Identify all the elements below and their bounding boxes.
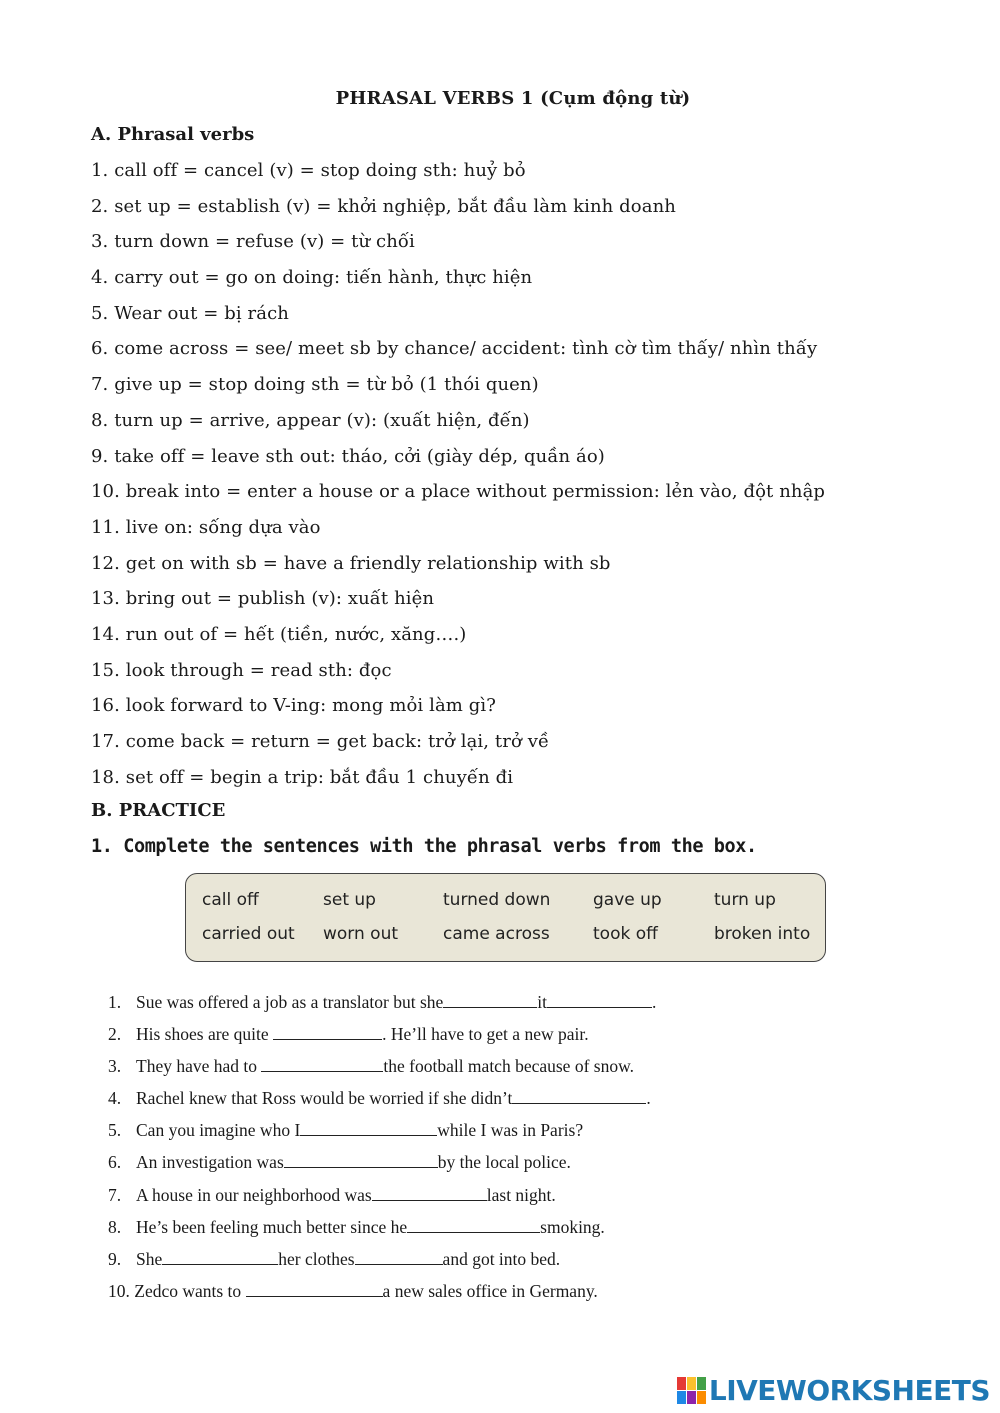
exercise-text: while I was in Paris? [437,1120,584,1141]
exercise-number: 7. [108,1184,122,1205]
list-item: 15. look through = read sth: đọc [91,659,392,681]
answer-blank[interactable] [372,1182,487,1201]
exercise-item [108,1114,656,1146]
list-item: 17. come back = return = get back: trở lại, trở về [91,731,550,752]
list-item: 5. Wear out = bị rách [91,302,289,324]
word-box-item: carried out [202,924,295,944]
exercise-item [108,1146,656,1178]
word-box [185,873,826,962]
exercise-number: 5. [108,1120,122,1141]
exercise-text: She [136,1248,163,1269]
word-box-item: call off [202,890,259,910]
exercise-text: a new sales office in Germany. [382,1280,598,1301]
exercise-text: Zedco wants to [134,1280,246,1301]
word-box-item: gave up [593,890,662,910]
exercise-item [108,1275,656,1307]
exercise-item [108,1211,656,1243]
exercise-number: 2. [108,1024,122,1045]
exercise-text: Sue was offered a job as a translator but she [136,992,444,1012]
answer-blank[interactable] [261,1053,383,1072]
logo-tile [697,1377,706,1390]
exercise-text: the football match because of snow. [383,1056,634,1077]
exercise-item [108,1018,656,1050]
list-item: 16. look forward to V-ing: mong mỏi làm gì? [91,695,497,717]
exercise-list [108,986,656,1307]
exercise-text: smoking. [540,1216,605,1237]
answer-blank[interactable] [355,1246,443,1265]
answer-blank[interactable] [162,1246,278,1265]
list-item: 10. break into = enter a house or a place without permission: lẻn vào, đột nhập [91,481,826,503]
exercise-number: 8. [108,1216,122,1237]
exercise-text: A house in our neighborhood was [136,1184,372,1205]
list-item: 18. set off = begin a trip: bắt đầu 1 chuyến đi [91,766,514,788]
exercise-text: Rachel knew that Ross would be worried if she didn’t [136,1088,513,1109]
word-box-item: broken into [714,924,811,944]
exercise-text: Can you imagine who I [136,1120,301,1141]
exercise-text: His shoes are quite [136,1024,274,1045]
word-box-item: took off [593,924,658,944]
list-item: 1. call off = cancel (v) = stop doing sth: huỷ bỏ [91,160,526,181]
exercise-item [108,986,656,1018]
page-title: PHRASAL VERBS 1 (Cụm động từ) [335,88,691,109]
answer-blank[interactable] [407,1214,540,1233]
exercise-item [108,1082,656,1114]
answer-blank[interactable] [300,1117,437,1136]
liveworksheets-logo-icon [677,1377,706,1404]
exercise-text: last night. [486,1184,556,1205]
list-item: 11. live on: sống dựa vào [91,516,321,538]
answer-blank[interactable] [273,1021,382,1040]
logo-tile [687,1377,696,1390]
exercise-item [108,1179,656,1211]
exercise-item [108,1243,656,1275]
word-box-item: set up [323,890,376,910]
answer-blank[interactable] [284,1149,438,1168]
list-item: 9. take off = leave sth out: tháo, cởi (giày dép, quần áo) [91,445,605,467]
logo-tile [677,1391,686,1404]
exercise-instruction: 1. Complete the sentences with the phrasal verbs from the box. [91,836,757,857]
list-item: 6. come across = see/ meet sb by chance/ accident: tình cờ tìm thấy/ nhìn thấy [91,338,818,360]
liveworksheets-logo [677,1374,990,1407]
logo-text: LIVEWORKSHEETS [708,1374,990,1407]
exercise-text: . [652,992,657,1012]
exercise-number: 10. [108,1280,130,1301]
list-item: 12. get on with sb = have a friendly relationship with sb [91,552,611,574]
exercise-text: by the local police. [437,1152,571,1173]
exercise-item [108,1050,656,1082]
exercise-text: They have had to [136,1056,262,1077]
exercise-number: 3. [108,1056,122,1077]
logo-tile [687,1391,696,1404]
answer-blank[interactable] [246,1278,383,1297]
exercise-text: and got into bed. [442,1248,561,1269]
list-item: 8. turn up = arrive, appear (v): (xuất hiện, đến) [91,409,530,431]
list-item: 3. turn down = refuse (v) = từ chối [91,231,415,253]
logo-tile [697,1391,706,1404]
list-item: 14. run out of = hết (tiền, nước, xăng….) [91,623,467,645]
exercise-number: 9. [108,1248,122,1269]
list-item: 2. set up = establish (v) = khởi nghiệp, bắt đầu làm kinh doanh [91,195,676,217]
list-item: 4. carry out = go on doing: tiến hành, thực hiện [91,267,533,289]
list-item: 7. give up = stop doing sth = từ bỏ (1 thói quen) [91,374,539,396]
exercise-number: 6. [108,1152,122,1173]
phrasal-verb-list [91,153,825,795]
section-a-heading: A. Phrasal verbs [91,124,255,145]
word-box-item: turn up [714,890,776,910]
exercise-text: her clothes [278,1248,355,1269]
answer-blank[interactable] [443,989,537,1008]
exercise-text: He’s been feeling much better since he [136,1216,408,1237]
exercise-text: An investigation was [136,1152,284,1173]
answer-blank[interactable] [547,989,652,1008]
word-box-item: came across [443,924,550,944]
exercise-text: . He’ll have to get a new pair. [382,1024,589,1045]
exercise-number: 4. [108,1088,122,1109]
answer-blank[interactable] [512,1085,646,1104]
word-box-item: turned down [443,890,551,910]
exercise-text: . [646,1088,651,1109]
exercise-text: it [537,992,548,1012]
word-box-item: worn out [323,924,399,944]
list-item: 13. bring out = publish (v): xuất hiện [91,588,435,610]
logo-tile [677,1377,686,1390]
section-b-heading: B. PRACTICE [91,800,226,821]
exercise-number: 1. [108,992,122,1012]
